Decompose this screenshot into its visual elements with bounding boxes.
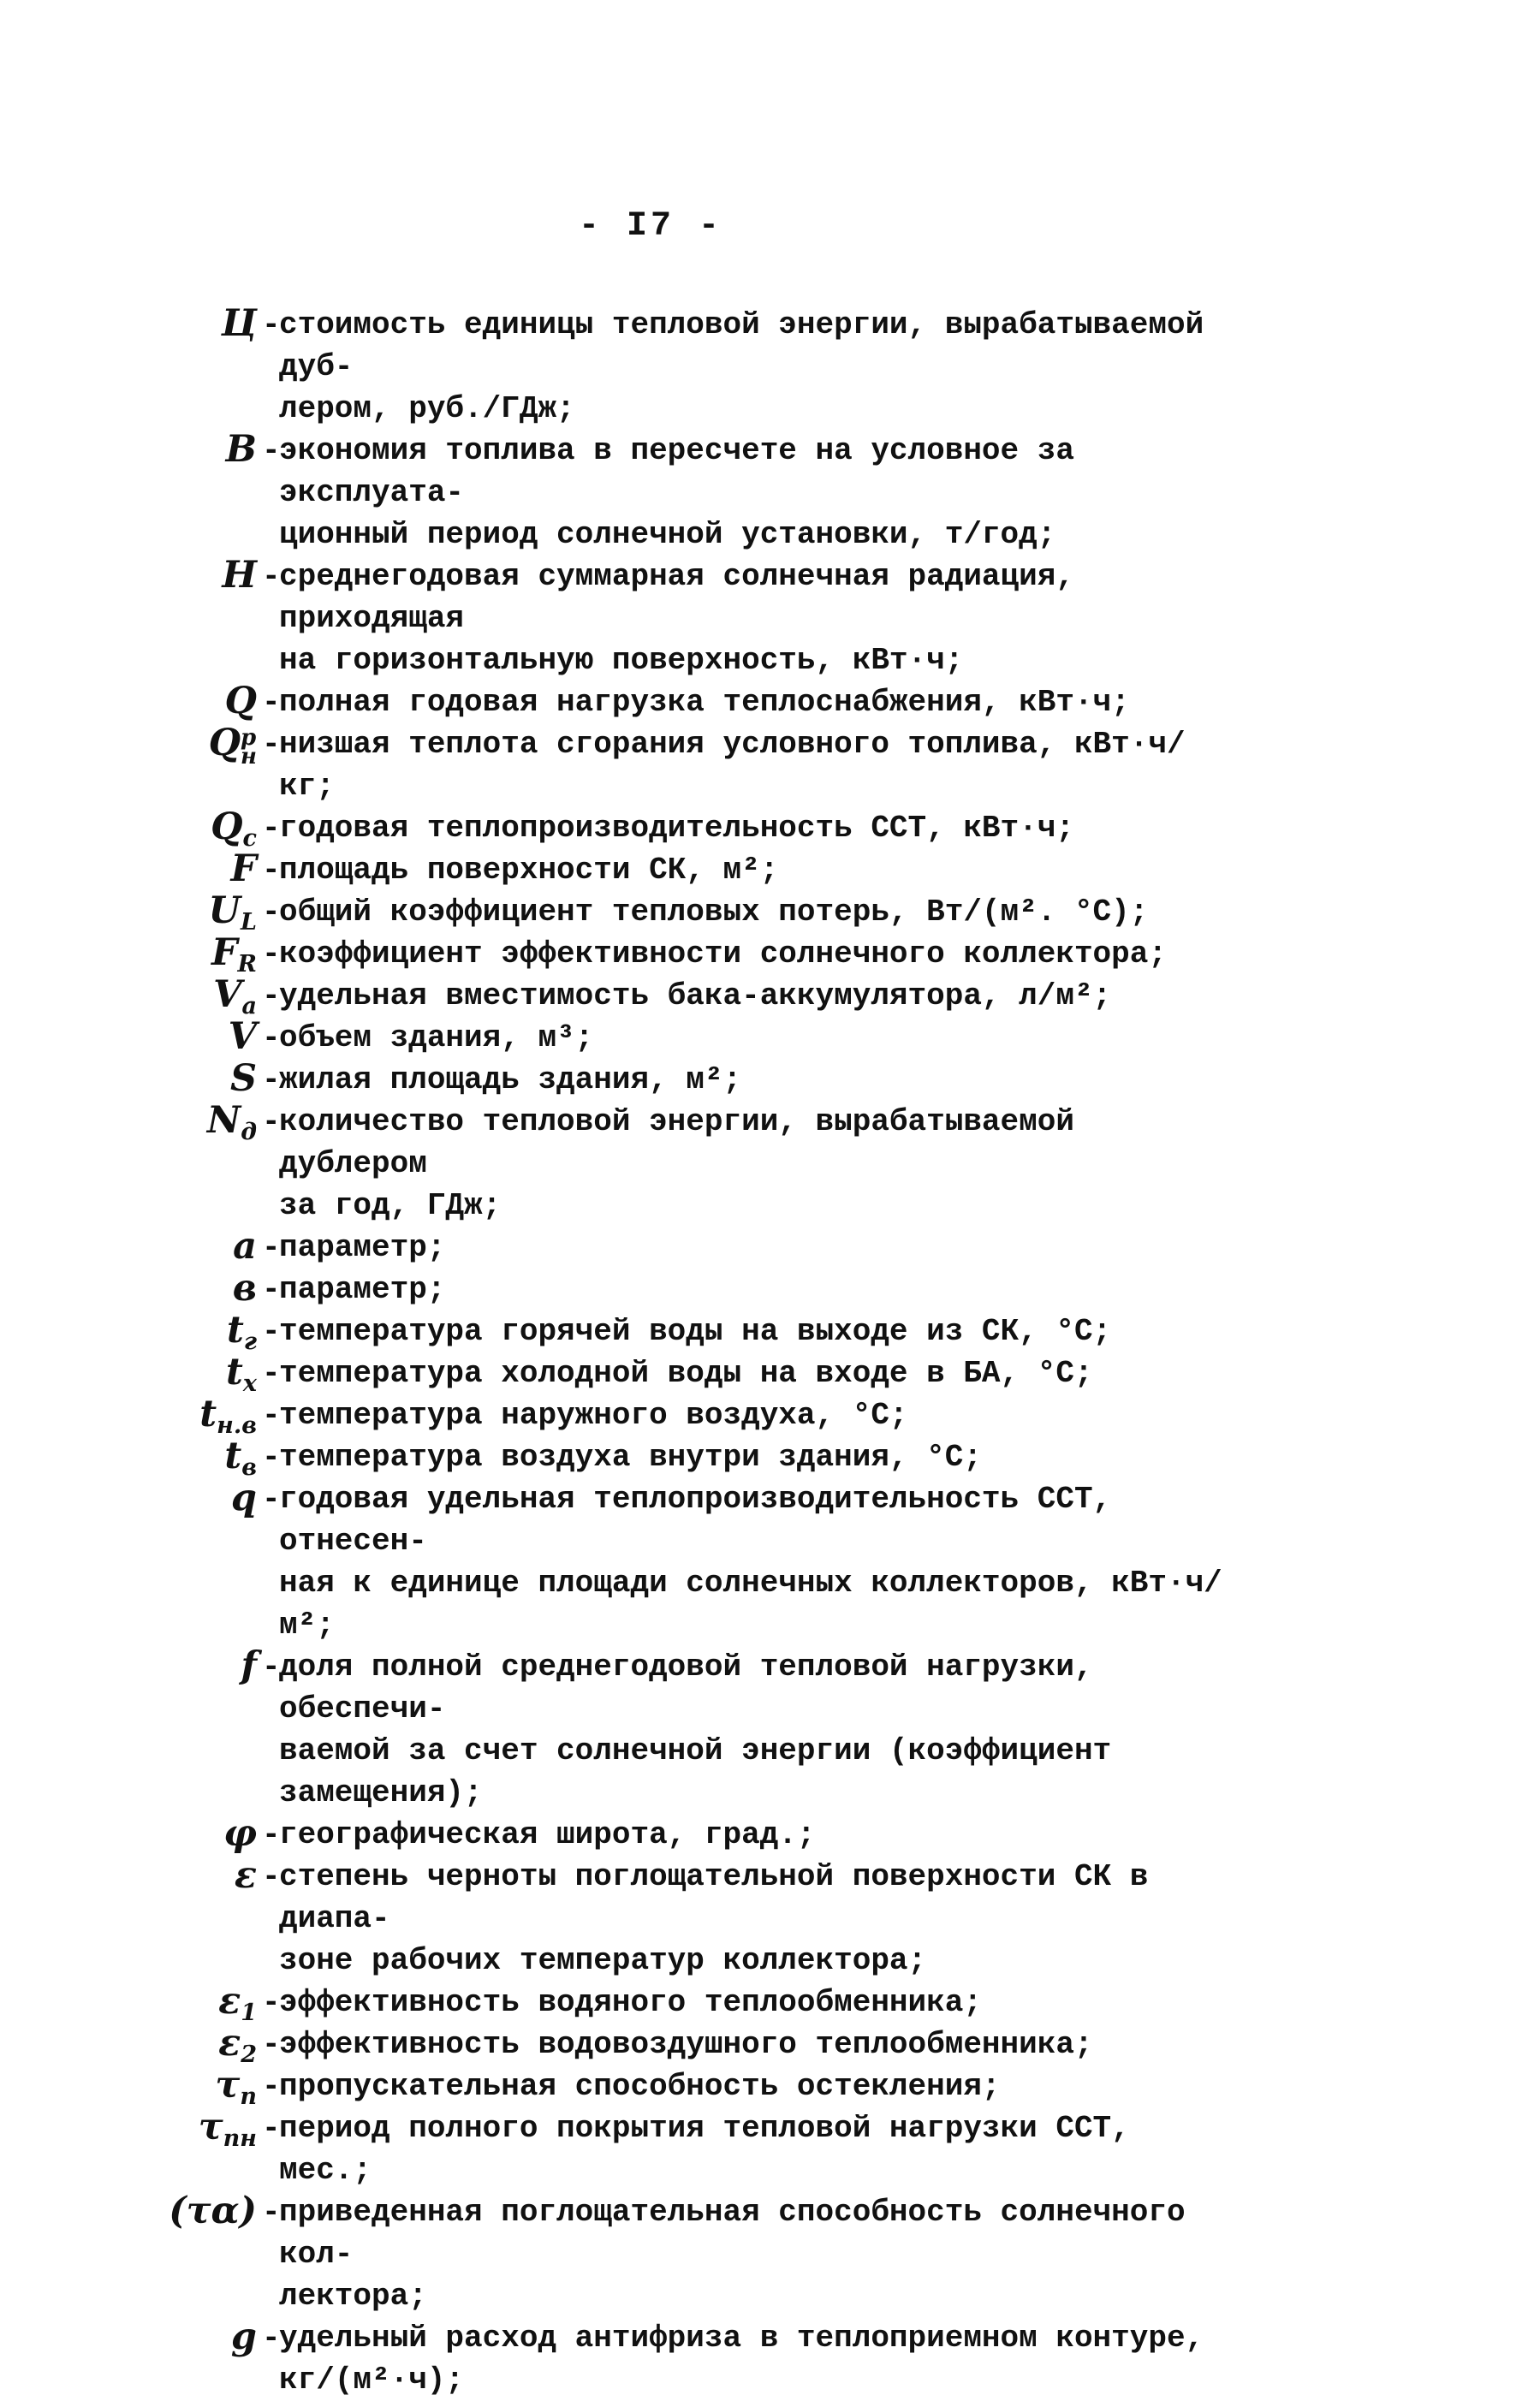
symbol-base: V [213,973,242,1016]
entry-symbol [0,1351,257,1397]
symbol-base: S [229,1057,257,1100]
entry-symbol [0,2022,257,2068]
glossary-entry [0,849,1540,891]
symbol-base: Q [208,722,241,764]
entry-symbol [0,428,257,471]
symbol-base: ε [218,2022,241,2065]
entry-description: объем здания, м³; [279,1020,594,1055]
entry-symbol [0,1057,257,1100]
entry-dash: - [262,1985,281,2020]
glossary-entry [0,1227,1540,1269]
entry-description: эффективность водовоздушного теплообменника; [279,2027,1093,2062]
entry-symbol [0,2190,257,2232]
symbol-base: a [233,1225,257,1268]
symbol-base: ε [218,1980,241,2023]
symbol-base: Ц [221,302,257,345]
entry-description: жилая площадь здания, м²; [279,1062,742,1097]
entry-symbol [0,1435,257,1481]
glossary-entry [0,1059,1540,1101]
entry-description: площадь поверхности СК, м²; [279,853,779,888]
symbol-subscript: c [242,825,257,852]
entry-symbol [0,1393,257,1439]
entry-description: температура наружного воздуха, °С; [279,1398,908,1433]
entry-symbol [0,805,257,852]
symbol-subscript: a [241,993,257,1019]
glossary-entry [0,2064,1540,2110]
entry-description: географическая широта, град.; [279,1817,816,1852]
entry-description: общий коэффициент тепловых потерь, Вт/(м². °С); [279,894,1149,930]
symbol-list [0,304,1540,2401]
entry-description: удельный расход антифриза в теплоприемном контуре, кг/(м²·ч); [279,2321,1204,2398]
entry-dash: - [262,1817,281,1852]
entry-dash: - [262,894,281,930]
symbol-subscript: н.в [217,1412,257,1439]
entry-dash: - [262,2027,281,2062]
entry-symbol [0,302,257,345]
glossary-entry [0,1351,1540,1397]
symbol-base: t [224,1435,242,1477]
symbol-subscript: в [241,1454,257,1481]
symbol-base: g [230,2315,257,2358]
entry-dash: - [262,1649,281,1685]
symbol-subscript: г [243,1328,257,1355]
entry-symbol [0,554,257,597]
entry-dash: - [262,2111,281,2146]
symbol-base: q [230,1477,257,1519]
glossary-entry [0,1478,1540,1646]
glossary-entry [0,1814,1540,1856]
glossary-entry [0,975,1540,1017]
entry-symbol [0,1225,257,1268]
glossary-entry [0,1101,1540,1227]
glossary-entry [0,2022,1540,2068]
entry-symbol [0,2064,257,2110]
symbol-base: F [230,847,257,890]
glossary-entry [0,1269,1540,1310]
entry-dash: - [262,433,281,468]
entry-dash: - [262,727,281,762]
entry-description: пропускательная способность остекления; [279,2069,1001,2104]
glossary-entry [0,1856,1540,1982]
glossary-entry [0,1309,1540,1355]
entry-dash: - [262,1104,281,1139]
entry-dash: - [262,2321,281,2356]
entry-symbol [0,1099,257,1145]
entry-symbol [0,722,257,770]
entry-description: эффективность водяного теплообменника; [279,1985,982,2020]
symbol-base: τ [215,2064,241,2107]
entry-symbol [0,2315,257,2358]
entry-symbol [0,1644,257,1687]
entry-description: экономия топлива в пересчете на условное за эксплуата- ционный период солнечной установки, т/год; [279,433,1074,552]
entry-dash: - [262,811,281,846]
glossary-entry [0,2317,1540,2401]
entry-description: количество тепловой энергии, вырабатываемой дублером за год, ГДж; [279,1104,1074,1223]
symbol-base: Q [224,680,257,722]
entry-symbol [0,1267,257,1310]
entry-dash: - [262,1230,281,1265]
entry-dash: - [262,1482,281,1517]
entry-symbol [0,1980,257,2026]
entry-description: температура воздуха внутри здания, °С; [279,1440,982,1475]
entry-dash: - [262,2069,281,2104]
entry-dash: - [262,1020,281,1055]
entry-symbol [0,1477,257,1519]
symbol-base: U [208,889,241,932]
entry-dash: - [262,1314,281,1349]
entry-description: годовая теплопроизводительность ССТ, кВт·ч; [279,811,1074,846]
entry-symbol [0,2106,257,2152]
entry-description: параметр; [279,1230,446,1265]
entry-dash: - [262,685,281,720]
symbol-base: в [232,1267,257,1310]
entry-dash: - [262,1859,281,1894]
entry-description: доля полной среднегодовой тепловой нагрузки, обеспечи- ваемой за счет солнечной энергии (коэффициент замещения); [279,1649,1112,1810]
entry-symbol [0,680,257,722]
entry-symbol [0,973,257,1019]
symbol-base: φ [223,1812,257,1855]
glossary-entry [0,805,1540,852]
symbol-base: F [211,931,238,974]
entry-symbol [0,1015,257,1058]
entry-description: среднегодовая суммарная солнечная радиация, приходящая на горизонтальную поверхность, кВт·ч; [279,559,1074,678]
entry-description: температура холодной воды на входе в БА, °С; [279,1356,1093,1391]
entry-symbol [0,931,257,978]
entry-description: стоимость единицы тепловой энергии, вырабатываемой дуб- лером, руб./ГДж; [279,307,1204,426]
entry-description: параметр; [279,1272,446,1307]
symbol-subscript: L [241,909,257,936]
glossary-entry [0,1646,1540,1814]
symbol-base: f [241,1644,257,1687]
entry-description: температура горячей воды на выходе из СК, °С; [279,1314,1112,1349]
entry-description: период полного покрытия тепловой нагрузки ССТ, мес.; [279,2111,1130,2188]
entry-dash: - [262,1356,281,1391]
entry-symbol [0,889,257,936]
symbol-subscript: R [237,951,257,978]
glossary-entry [0,723,1540,807]
symbol-superscript: р [241,725,257,751]
symbol-base: H [222,554,257,597]
entry-dash: - [262,559,281,594]
glossary-entry [0,430,1540,556]
entry-dash: - [262,853,281,888]
entry-description: приведенная поглощательная способность солнечного кол- лектора; [279,2195,1186,2314]
entry-dash: - [262,1398,281,1433]
entry-dash: - [262,1272,281,1307]
entry-symbol [0,1309,257,1355]
glossary-entry [0,1982,1540,2024]
glossary-entry [0,556,1540,681]
glossary-entry [0,1017,1540,1059]
entry-description: низшая теплота сгорания условного топлива, кВт·ч/кг; [279,727,1186,804]
entry-description: степень черноты поглощательной поверхности СК в диапа- зоне рабочих температур коллектора; [279,1859,1149,1978]
entry-description: годовая удельная теплопроизводительность ССТ, отнесен- ная к единице площади солнечных коллекторов, кВт·ч/м²; [279,1482,1222,1643]
entry-symbol [0,1812,257,1855]
symbol-base: V [228,1015,257,1058]
symbol-base: Q [211,805,243,848]
glossary-entry [0,681,1540,723]
symbol-base: В [225,428,257,471]
symbol-subscript: пн [223,2125,257,2152]
symbol-base: ε [234,1854,257,1897]
symbol-base: t [199,1393,217,1435]
glossary-entry [0,931,1540,978]
symbol-subscript: п [240,2083,257,2110]
entry-symbol [0,1854,257,1897]
entry-description: коэффициент эффективности солнечного коллектора; [279,936,1167,972]
symbol-base: (τα) [169,2190,257,2232]
symbol-base: N [206,1099,241,1142]
glossary-entry [0,1435,1540,1481]
symbol-subscript: 1 [241,2000,257,2026]
entry-dash: - [262,1062,281,1097]
entry-dash: - [262,307,281,342]
entry-dash: - [262,2195,281,2230]
page-number: - I7 - [578,207,723,246]
symbol-base: τ [198,2106,223,2148]
glossary-entry [0,2191,1540,2317]
entry-dash: - [262,936,281,972]
glossary-entry [0,889,1540,936]
glossary-entry [0,2107,1540,2191]
entry-description: полная годовая нагрузка теплоснабжения, кВт·ч; [279,685,1130,720]
symbol-subscript: н [241,744,257,770]
entry-dash: - [262,1440,281,1475]
entry-description: удельная вместимость бака-аккумулятора, л/м²; [279,978,1112,1013]
entry-symbol [0,847,257,890]
symbol-base: t [226,1351,243,1394]
symbol-subscript: х [242,1370,257,1397]
glossary-entry [0,1393,1540,1439]
symbol-subscript: 2 [241,2041,257,2068]
symbol-base: t [226,1309,244,1352]
glossary-entry [0,304,1540,430]
symbol-subscript: д [241,1119,257,1145]
entry-dash: - [262,978,281,1013]
